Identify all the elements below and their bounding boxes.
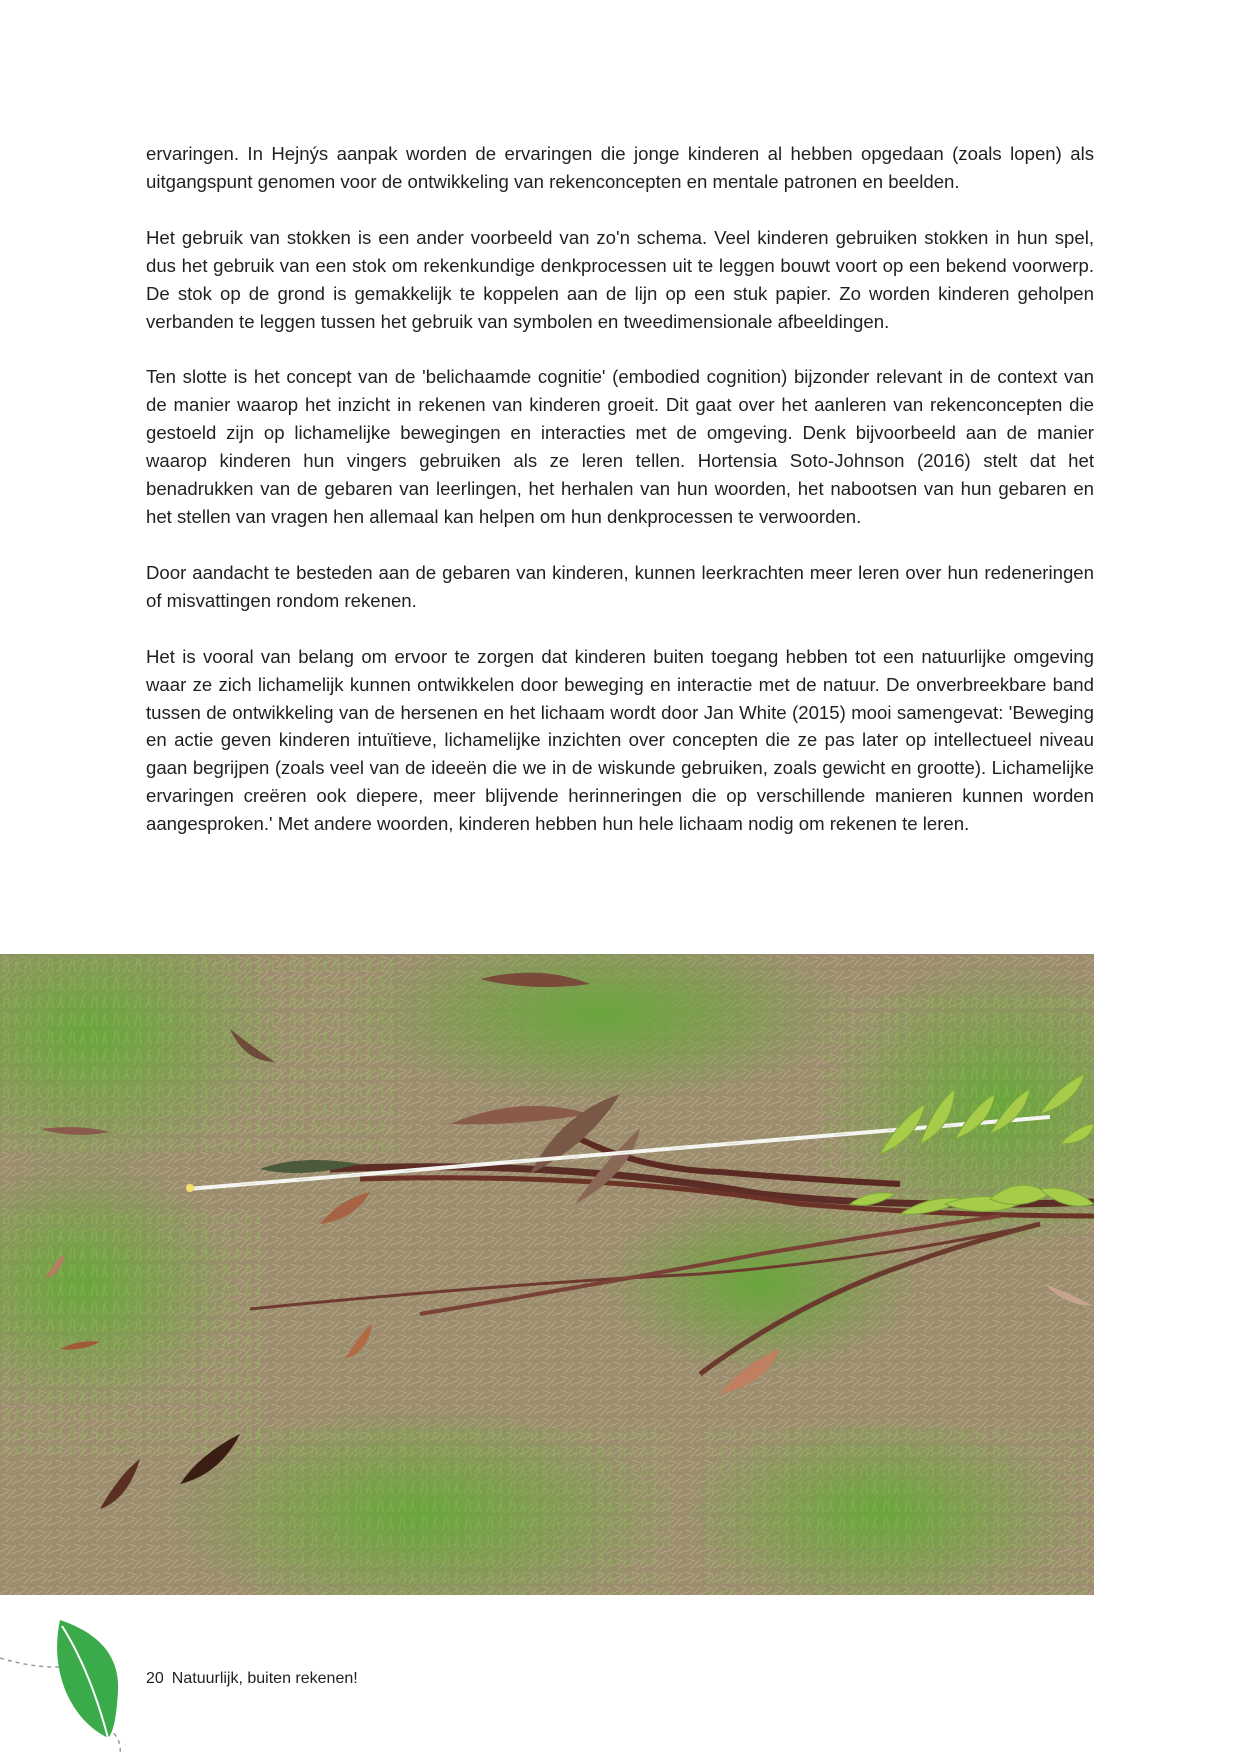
photo-illustration [0, 954, 1094, 1595]
page-number: 20 [146, 1670, 164, 1687]
leaf-icon [57, 1620, 118, 1738]
paragraph-2: Het gebruik van stokken is een ander voorbeeld van zo'n schema. Veel kinderen gebruiken stokken in hun spel, dus het gebruik van een stok om rekenkundige denkprocessen uit te leggen bouwt voort op een bekend voorwerp. De stok op de grond is gemakkelijk te koppelen aan de lijn op een stuk papier. Zo worden kinderen geholpen verbanden te leggen tussen het gebruik van symbolen en tweedimensionale afbeeldingen. [146, 226, 1094, 332]
paragraph-3: Ten slotte is het concept van de 'belichaamde cognitie' (embodied cognition) bijzonder relevant in de context van de manier waarop het inzicht in rekenen van kinderen groeit. Dit gaat over het aanleren van rekenconcepten die gestoeld zijn op lichamelijke bewegingen en interacties met de omgeving. Denk bijvoorbeeld aan de manier waarop kinderen hun vingers gebruiken als ze leren tellen. Hortensia Soto-Johnson (2016) stelt dat het benadrukken van de gebaren van leerlingen, het herhalen van hun woorden, het nabootsen van hun gebaren en het stellen van vragen hen allemaal kan helpen om hun denkprocessen te verwoorden. [146, 366, 1094, 527]
body-text [146, 140, 1094, 866]
publication-title: Natuurlijk, buiten rekenen! [171, 1670, 358, 1687]
page-footer [146, 1670, 358, 1688]
grass-stick-photo [0, 954, 1094, 1595]
paragraph-4: Door aandacht te besteden aan de gebaren van kinderen, kunnen leerkrachten meer leren over hun redeneringen of misvattingen rondom rekenen. [146, 561, 1094, 611]
footer-decoration [0, 1620, 140, 1754]
paragraph-5: Het is vooral van belang om ervoor te zorgen dat kinderen buiten toegang hebben tot een natuurlijke omgeving waar ze zich lichamelijk kunnen ontwikkelen door beweging en interactie met de natuur. De onverbreekbare band tussen de ontwikkeling van de hersenen en het lichaam wordt door Jan White (2015) mooi samengevat: 'Beweging en actie geven kinderen intuïtieve, lichamelijke inzichten over concepten die ze pas later op intellectueel niveau gaan begrijpen (zoals veel van de ideeën die we in de wiskunde gebruiken, zoals gewicht en grootte). Lichamelijke ervaringen creëren ook diepere, meer blijvende herinneringen die op verschillende manieren kunnen worden aangesproken.' Met andere woorden, kinderen hebben hun hele lichaam nodig om rekenen te leren. [146, 645, 1094, 835]
paragraph-1: ervaringen. In Hejnýs aanpak worden de ervaringen die jonge kinderen al hebben opgedaan (zoals lopen) als uitgangspunt genomen voor de ontwikkeling van rekenconcepten en mentale patronen en beelden. [146, 143, 1094, 192]
